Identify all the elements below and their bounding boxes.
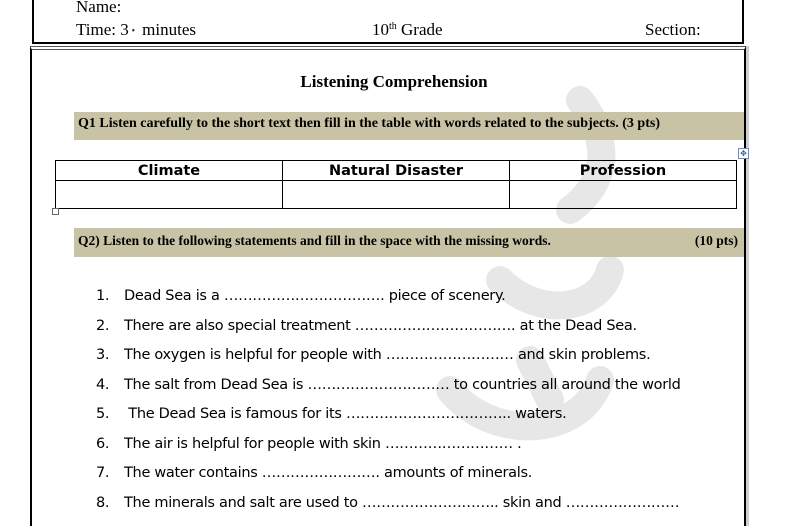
table-resize-handle[interactable]: [52, 208, 59, 215]
table-header-natural-disaster: Natural Disaster: [283, 161, 510, 181]
statement-text: The water contains ……………………. amounts of minerals.: [124, 465, 533, 481]
statement-text: The Dead Sea is famous for its …………………………….. waters.: [124, 406, 567, 422]
section-label: Section:: [645, 20, 701, 39]
list-item: [96, 377, 681, 407]
statement-number: 2.: [96, 317, 110, 334]
table-cell-natural-disaster[interactable]: [283, 181, 510, 209]
statement-list: [96, 288, 681, 524]
list-item: [96, 465, 681, 495]
grade-number: 10: [372, 20, 389, 39]
grade-suffix: th: [389, 21, 397, 32]
statement-text: The salt from Dead Sea is ………………………… to countries all around the world: [124, 376, 681, 393]
answer-table: [55, 160, 737, 209]
move-cross-icon[interactable]: ✥: [738, 148, 749, 159]
list-item: [96, 288, 681, 318]
list-item: [96, 406, 681, 436]
name-label: Name:: [76, 0, 122, 16]
time-label: Time: 3٠ minutes: [76, 20, 196, 39]
statement-number: 7.: [96, 465, 110, 481]
grade-word: Grade: [401, 20, 443, 39]
question-2-bar: [74, 228, 744, 257]
statement-text: Dead Sea is a ……………………………. piece of scenery.: [124, 288, 506, 304]
statement-number: 8.: [96, 494, 110, 511]
page-title: Listening Comprehension: [300, 72, 488, 91]
statement-number: 1.: [96, 288, 110, 304]
statement-text: The minerals and salt are used to ……………………….. skin and ……………………: [124, 494, 680, 511]
statement-text: There are also special treatment ……………………………. at the Dead Sea.: [124, 317, 637, 334]
statement-text: The oxygen is helpful for people with ……………………… and skin problems.: [124, 347, 651, 363]
list-item: [96, 436, 681, 466]
question-1-text: Q1 Listen carefully to the short text then fill in the table with words related to the subjects. (3 pts): [78, 116, 660, 131]
statement-number: 5.: [96, 406, 110, 422]
table-cell-profession[interactable]: [510, 181, 737, 209]
question-2-points: (10 pts): [694, 233, 738, 248]
statement-number: 6.: [96, 435, 110, 452]
table-header-profession: Profession: [510, 161, 737, 181]
statement-number: 4.: [96, 376, 110, 393]
page-shadow: [746, 46, 749, 526]
question-1-bar: [74, 112, 744, 140]
list-item: [96, 347, 681, 377]
question-2-text: Q2) Listen to the following statements and fill in the space with the missing words.: [78, 233, 551, 248]
grade-label: [372, 20, 443, 40]
list-item: [96, 318, 681, 348]
statement-number: 3.: [96, 347, 110, 363]
table-cell-climate[interactable]: [56, 181, 283, 209]
table-header-climate: Climate: [56, 161, 283, 181]
statement-text: The air is helpful for people with skin ……………………… .: [124, 435, 522, 452]
